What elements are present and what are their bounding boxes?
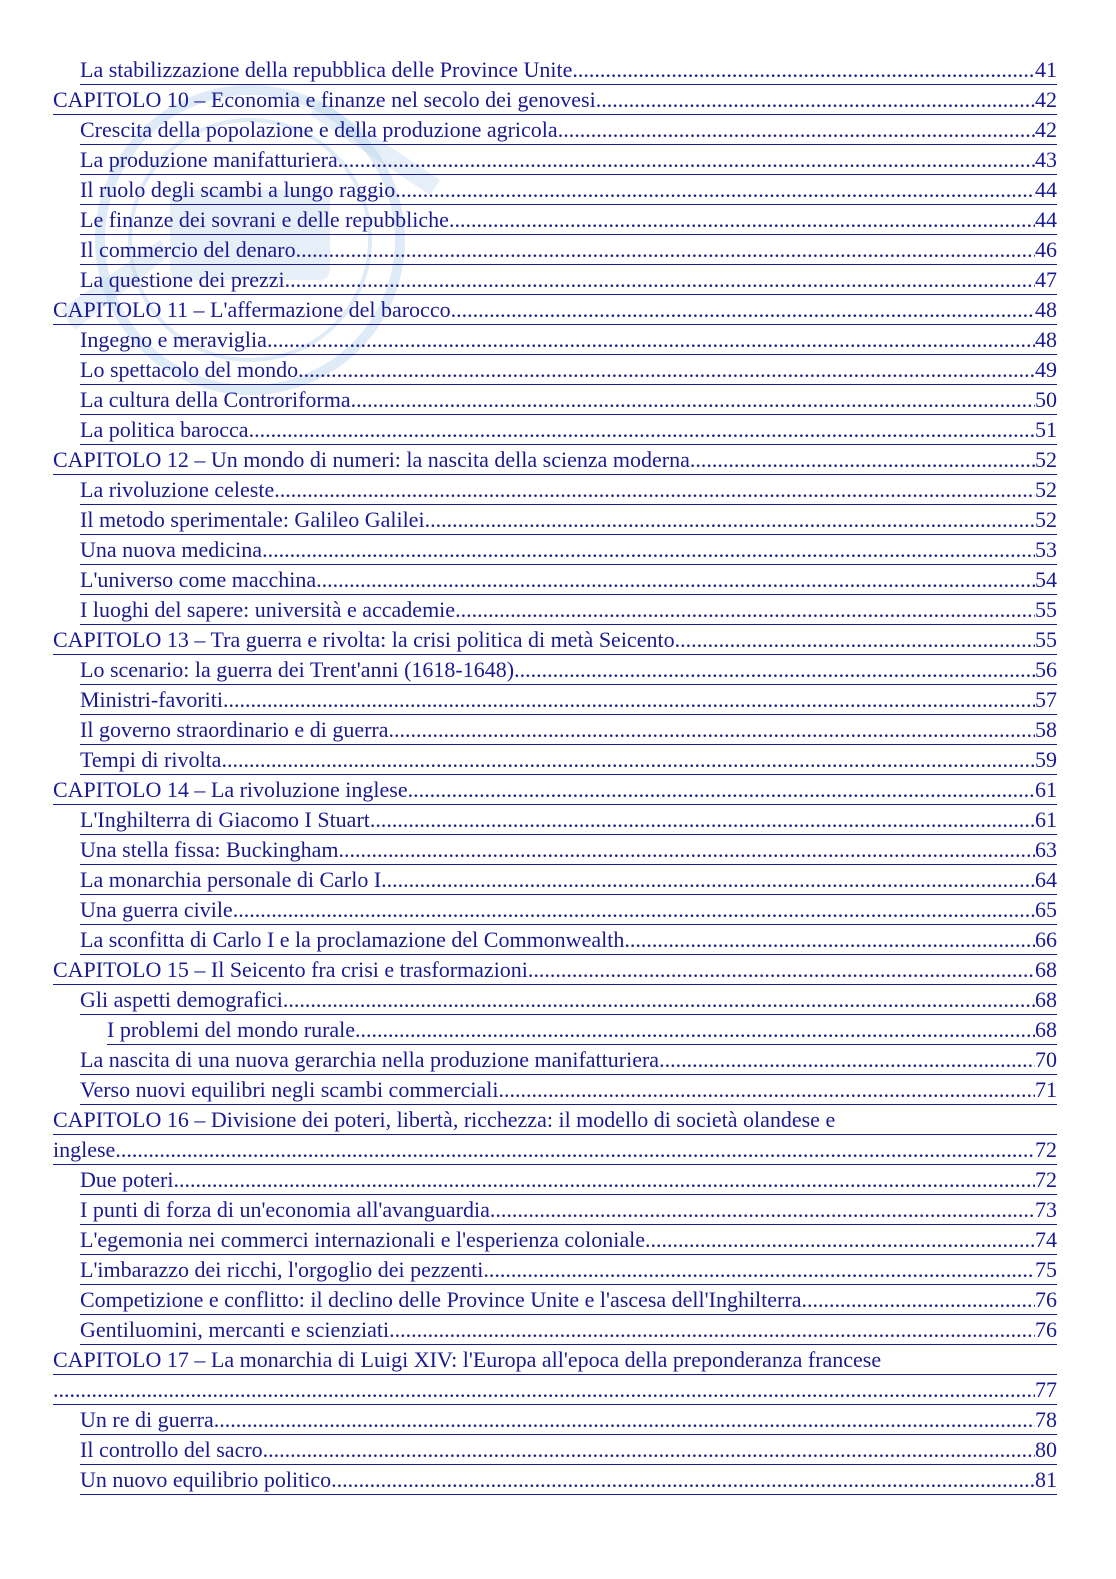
toc-entry-title: L'universo come macchina <box>80 567 317 592</box>
toc-entry-title: CAPITOLO 11 – L'affermazione del barocco <box>53 297 451 322</box>
toc-entry[interactable] <box>0 1225 1116 1255</box>
toc-dot-leader <box>115 1135 1035 1165</box>
toc-page-number: 74 <box>1035 1227 1057 1252</box>
toc-dot-leader <box>381 865 1035 895</box>
toc-page-number: 49 <box>1035 357 1057 382</box>
toc-dot-leader <box>338 145 1035 175</box>
toc-page-number: 55 <box>1035 627 1057 652</box>
toc-dot-leader <box>274 475 1035 505</box>
toc-dot-leader <box>263 1435 1035 1465</box>
toc-entry[interactable] <box>0 325 1116 355</box>
toc-entry-title: Il metodo sperimentale: Galileo Galilei <box>80 507 425 532</box>
toc-entry[interactable] <box>0 955 1116 985</box>
toc-dot-leader <box>801 1285 1035 1315</box>
toc-entry[interactable] <box>0 595 1116 625</box>
toc-entry[interactable] <box>0 1465 1116 1495</box>
toc-dot-leader <box>499 1075 1035 1105</box>
toc-entry-title: CAPITOLO 10 – Economia e finanze nel secolo dei genovesi <box>53 87 596 112</box>
toc-dot-leader <box>514 655 1035 685</box>
toc-entry[interactable] <box>0 85 1116 115</box>
toc-entry[interactable] <box>0 925 1116 955</box>
toc-page-number: 61 <box>1035 777 1057 802</box>
toc-entry-title: La stabilizzazione della repubblica delle Province Unite <box>80 57 573 82</box>
toc-page-number: 63 <box>1035 837 1057 862</box>
toc-entry-title: Il controllo del sacro <box>80 1437 263 1462</box>
toc-dot-leader <box>659 1045 1035 1075</box>
toc-page-number: 75 <box>1035 1257 1057 1282</box>
toc-entry-title: La rivoluzione celeste <box>80 477 275 502</box>
toc-page-number: 72 <box>1035 1167 1057 1192</box>
toc-entry[interactable] <box>0 985 1116 1015</box>
toc-entry-title: Un nuovo equilibrio politico <box>80 1467 332 1492</box>
toc-page-number: 73 <box>1035 1197 1057 1222</box>
toc-entry[interactable] <box>0 1435 1116 1465</box>
toc-entry-title: Gentiluomini, mercanti e scienziati <box>80 1317 390 1342</box>
toc-entry-title: Tempi di rivolta <box>80 747 222 772</box>
toc-entry[interactable] <box>0 865 1116 895</box>
toc-page-number: 72 <box>1035 1137 1057 1162</box>
toc-page-number: 76 <box>1035 1317 1057 1342</box>
toc-entry-title: La sconfitta di Carlo I e la proclamazione del Commonwealth <box>80 927 625 952</box>
toc-entry-title: Una guerra civile <box>80 897 233 922</box>
toc-dot-leader <box>408 775 1035 805</box>
toc-entry-title-line1: CAPITOLO 16 – Divisione dei poteri, libertà, ricchezza: il modello di società olandese e <box>53 1105 1057 1135</box>
toc-page-number: 57 <box>1035 687 1057 712</box>
toc-entry[interactable] <box>0 835 1116 865</box>
toc-entry-title: Due poteri <box>80 1167 174 1192</box>
toc-entry[interactable] <box>0 745 1116 775</box>
toc-entry[interactable] <box>0 445 1116 475</box>
toc-dot-leader <box>370 805 1035 835</box>
toc-page-number: 52 <box>1035 507 1057 532</box>
toc-page-number: 50 <box>1035 387 1057 412</box>
toc-entry[interactable] <box>0 475 1116 505</box>
toc-page-number: 52 <box>1035 447 1057 472</box>
toc-dot-leader <box>558 115 1035 145</box>
toc-entry[interactable] <box>0 205 1116 235</box>
toc-entry[interactable] <box>0 895 1116 925</box>
toc-entry-title: Ministri-favoriti <box>80 687 223 712</box>
toc-entry-title: La questione dei prezzi <box>80 267 285 292</box>
toc-entry-title: L'egemonia nei commerci internazionali e l'esperienza coloniale <box>80 1227 645 1252</box>
toc-dot-leader <box>283 985 1035 1015</box>
toc-page-number: 81 <box>1035 1467 1057 1492</box>
toc-dot-leader <box>425 505 1035 535</box>
toc-entry-title: CAPITOLO 12 – Un mondo di numeri: la nascita della scienza moderna <box>53 447 690 472</box>
toc-page-number: 42 <box>1035 87 1057 112</box>
toc-entry[interactable] <box>0 355 1116 385</box>
toc-entry-title: CAPITOLO 15 – Il Seicento fra crisi e trasformazioni <box>53 957 528 982</box>
toc-dot-leader <box>223 685 1035 715</box>
toc-dot-leader <box>389 1315 1035 1345</box>
toc-page-number: 46 <box>1035 237 1057 262</box>
toc-dot-leader <box>690 445 1035 475</box>
toc-dot-leader <box>351 385 1035 415</box>
toc-entry[interactable] <box>0 1255 1116 1285</box>
toc-entry-title: L'imbarazzo dei ricchi, l'orgoglio dei pezzenti <box>80 1257 484 1282</box>
toc-page-number: 64 <box>1035 867 1057 892</box>
toc-dot-leader <box>249 415 1035 445</box>
toc-entry[interactable] <box>0 1015 1116 1045</box>
toc-page-number: 61 <box>1035 807 1057 832</box>
toc-entry[interactable] <box>0 295 1116 325</box>
toc-entry-title: Lo scenario: la guerra dei Trent'anni (1618-1648) <box>80 657 515 682</box>
toc-entry[interactable] <box>0 685 1116 715</box>
toc-entry[interactable] <box>0 655 1116 685</box>
toc-dot-leader <box>338 835 1035 865</box>
toc-page-number: 70 <box>1035 1047 1057 1072</box>
toc-entry[interactable] <box>0 235 1116 265</box>
table-of-contents <box>0 55 1116 1495</box>
toc-entry-title: I luoghi del sapere: università e accademie <box>80 597 456 622</box>
toc-entry[interactable] <box>0 1405 1116 1435</box>
toc-entry-title: Lo spettacolo del mondo <box>80 357 299 382</box>
toc-dot-leader <box>389 715 1036 745</box>
toc-dot-leader <box>316 565 1035 595</box>
toc-entry[interactable] <box>0 1045 1116 1075</box>
toc-dot-leader <box>214 1405 1035 1435</box>
toc-dot-leader <box>296 235 1035 265</box>
toc-entry[interactable] <box>0 145 1116 175</box>
toc-entry-title: Il ruolo degli scambi a lungo raggio <box>80 177 396 202</box>
toc-dot-leader <box>455 595 1035 625</box>
toc-page-number: 51 <box>1035 417 1057 442</box>
toc-entry[interactable] <box>0 115 1116 145</box>
toc-entry[interactable] <box>0 1105 1116 1165</box>
toc-entry[interactable] <box>0 505 1116 535</box>
toc-page-number: 42 <box>1035 117 1057 142</box>
toc-entry-title: La politica barocca <box>80 417 249 442</box>
toc-entry-title: CAPITOLO 14 – La rivoluzione inglese <box>53 777 408 802</box>
toc-page-number: 76 <box>1035 1287 1057 1312</box>
toc-dot-leader <box>449 205 1035 235</box>
toc-entry-title: I problemi del mondo rurale <box>107 1017 356 1042</box>
toc-entry-title: Verso nuovi equilibri negli scambi commerciali <box>80 1077 499 1102</box>
toc-entry[interactable] <box>0 715 1116 745</box>
toc-entry-title: Ingegno e meraviglia <box>80 327 267 352</box>
toc-dot-leader <box>298 355 1035 385</box>
toc-page-number: 48 <box>1035 327 1057 352</box>
toc-dot-leader <box>596 85 1035 115</box>
toc-dot-leader <box>572 55 1035 85</box>
toc-entry[interactable] <box>0 775 1116 805</box>
toc-page-number: 43 <box>1035 147 1057 172</box>
toc-entry-title: inglese <box>53 1137 116 1162</box>
toc-dot-leader <box>233 895 1035 925</box>
toc-dot-leader <box>331 1465 1035 1495</box>
toc-entry[interactable] <box>0 385 1116 415</box>
toc-dot-leader <box>483 1255 1035 1285</box>
toc-page-number: 41 <box>1035 57 1057 82</box>
toc-dot-leader <box>267 325 1035 355</box>
toc-dot-leader <box>221 745 1035 775</box>
toc-entry-title: Il governo straordinario e di guerra <box>80 717 389 742</box>
toc-entry[interactable] <box>0 1165 1116 1195</box>
toc-page-number: 56 <box>1035 657 1057 682</box>
toc-entry[interactable] <box>0 535 1116 565</box>
toc-dot-leader <box>490 1195 1035 1225</box>
toc-page-number: 44 <box>1035 207 1057 232</box>
toc-entry[interactable] <box>0 55 1116 85</box>
toc-entry[interactable] <box>0 265 1116 295</box>
toc-dot-leader <box>395 175 1035 205</box>
toc-page-number: 44 <box>1035 177 1057 202</box>
toc-dot-leader <box>528 955 1035 985</box>
toc-entry-title: Gli aspetti demografici <box>80 987 283 1012</box>
toc-entry-title-line1: CAPITOLO 17 – La monarchia di Luigi XIV: l'Europa all'epoca della preponderanza francese <box>53 1345 1057 1375</box>
toc-entry-title: Il commercio del denaro <box>80 237 296 262</box>
toc-page-number: 48 <box>1035 297 1057 322</box>
toc-page-number: 58 <box>1035 717 1057 742</box>
toc-dot-leader <box>262 535 1035 565</box>
toc-entry[interactable] <box>0 415 1116 445</box>
toc-entry-title: La cultura della Controriforma <box>80 387 351 412</box>
toc-entry-title: La nascita di una nuova gerarchia nella produzione manifatturiera <box>80 1047 660 1072</box>
toc-entry-title: Le finanze dei sovrani e delle repubbliche <box>80 207 449 232</box>
toc-page-number: 68 <box>1035 1017 1057 1042</box>
toc-entry-title: Un re di guerra <box>80 1407 214 1432</box>
toc-entry-title: CAPITOLO 13 – Tra guerra e rivolta: la crisi politica di metà Seicento <box>53 627 675 652</box>
toc-entry[interactable] <box>0 625 1116 655</box>
toc-dot-leader <box>285 265 1035 295</box>
toc-page-number: 78 <box>1035 1407 1057 1432</box>
toc-page-number: 59 <box>1035 747 1057 772</box>
toc-dot-leader <box>451 295 1035 325</box>
toc-page-number: 68 <box>1035 987 1057 1012</box>
toc-page-number: 55 <box>1035 597 1057 622</box>
toc-entry-title: Crescita della popolazione e della produzione agricola <box>80 117 558 142</box>
toc-page-number: 52 <box>1035 477 1057 502</box>
toc-dot-leader <box>675 625 1035 655</box>
toc-entry-title: La monarchia personale di Carlo I <box>80 867 382 892</box>
toc-entry[interactable] <box>0 565 1116 595</box>
toc-entry-title: L'Inghilterra di Giacomo I Stuart <box>80 807 370 832</box>
toc-entry-title: Competizione e conflitto: il declino delle Province Unite e l'ascesa dell'Inghilterra <box>80 1287 802 1312</box>
toc-entry[interactable] <box>0 805 1116 835</box>
toc-entry[interactable] <box>0 1195 1116 1225</box>
toc-dot-leader <box>624 925 1035 955</box>
toc-entry-title: Una stella fissa: Buckingham <box>80 837 339 862</box>
toc-entry[interactable] <box>0 1075 1116 1105</box>
toc-dot-leader <box>645 1225 1035 1255</box>
toc-entry-title: La produzione manifatturiera <box>80 147 338 172</box>
toc-page-number: 66 <box>1035 927 1057 952</box>
toc-entry[interactable] <box>0 1285 1116 1315</box>
toc-entry[interactable] <box>0 1315 1116 1345</box>
toc-page-number: 80 <box>1035 1437 1057 1462</box>
toc-entry[interactable] <box>0 175 1116 205</box>
toc-dot-leader <box>355 1015 1035 1045</box>
toc-dot-leader <box>173 1165 1035 1195</box>
toc-entry[interactable] <box>0 1345 1116 1405</box>
toc-page-number: 68 <box>1035 957 1057 982</box>
toc-page-number: 53 <box>1035 537 1057 562</box>
toc-page-number: 71 <box>1035 1077 1057 1102</box>
toc-page-number: 54 <box>1035 567 1057 592</box>
toc-page-number: 77 <box>1035 1377 1057 1402</box>
toc-entry-title: I punti di forza di un'economia all'avanguardia <box>80 1197 490 1222</box>
toc-page-number: 47 <box>1035 267 1057 292</box>
toc-dot-leader <box>53 1375 1035 1405</box>
toc-page-number: 65 <box>1035 897 1057 922</box>
toc-entry-title: Una nuova medicina <box>80 537 263 562</box>
